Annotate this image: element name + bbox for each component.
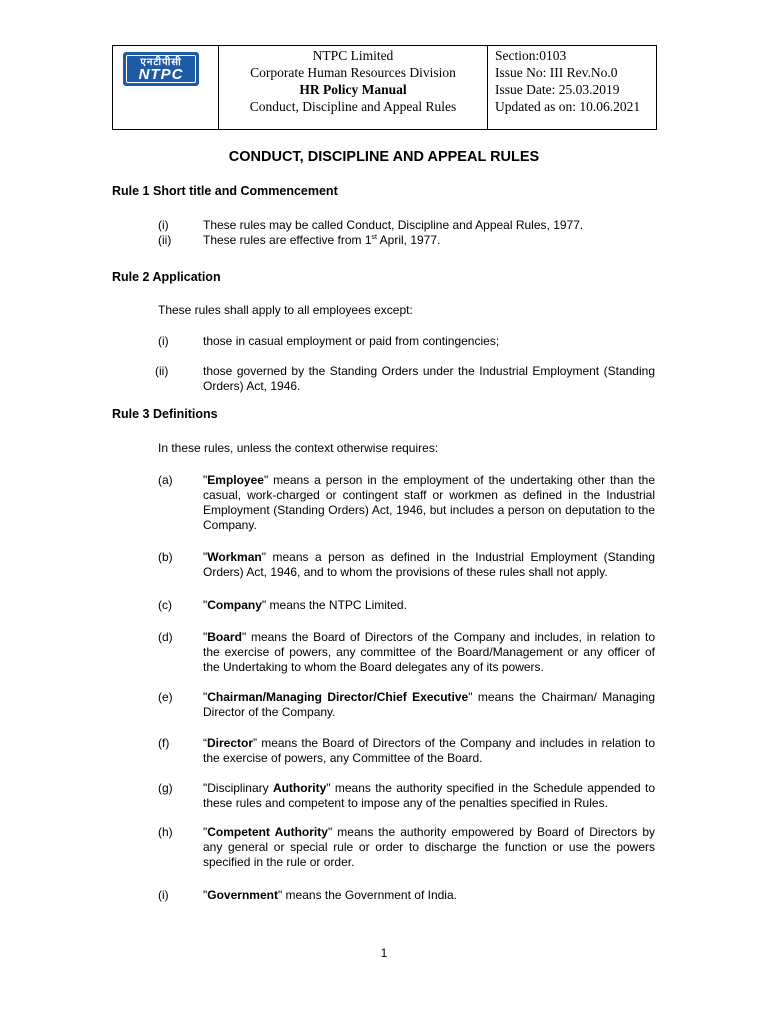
page-number: 1 — [380, 946, 388, 960]
rule1-item-label: (ii) — [158, 233, 172, 247]
rule3-heading: Rule 3 Definitions — [112, 407, 218, 421]
definition-label: (b) — [158, 550, 173, 564]
logo-cell — [113, 46, 219, 129]
definition-disciplinary-authority: "Disciplinary Authority" means the authority specified in the Schedule appended to these rules and competent to impose any of the penalties specified in Rules. — [203, 781, 655, 810]
division-name: Corporate Human Resources Division — [250, 65, 456, 80]
section-number: Section:0103 — [495, 48, 567, 63]
definition-label: (h) — [158, 825, 173, 839]
definition-label: (d) — [158, 630, 173, 644]
header-meta-cell — [488, 46, 656, 129]
definition-competent-authority: "Competent Authority" means the authority empowered by Board of Directors by any general or special rule or order to discharge the function or use the powers specified in the rule or order. — [203, 825, 656, 869]
rule2-item-label: (ii) — [155, 364, 169, 378]
definition-label: (c) — [158, 598, 172, 612]
rule2-item-text: those governed by the Standing Orders under the Industrial Employment (Standing Orders) Act, 1946. — [203, 364, 655, 393]
definition-chairman: "Chairman/Managing Director/Chief Executive" means the Chairman/ Managing Director of the Company. — [203, 690, 655, 719]
definition-board: "Board" means the Board of Directors of the Company and includes, in relation to the exercise of powers, any committee of the Board/Management or any officer of the Undertaking to whom the Board delegates any of its powers. — [203, 630, 655, 674]
rule1-heading: Rule 1 Short title and Commencement — [112, 184, 338, 198]
header-org-cell — [219, 46, 488, 129]
logo-hindi-text: एनटीपीसी — [140, 57, 182, 68]
rule2-intro: These rules shall apply to all employees except: — [158, 303, 413, 317]
definition-label: (g) — [158, 781, 173, 795]
definition-workman: "Workman" means a person as defined in the Industrial Employment (Standing Orders) Act, 1946, and to whom the provisions of these rules shall not apply. — [203, 550, 655, 579]
ntpc-logo — [123, 52, 199, 86]
definition-company: "Company" means the NTPC Limited. — [203, 598, 407, 612]
document-subject: Conduct, Discipline and Appeal Rules — [249, 99, 457, 114]
definition-label: (e) — [158, 690, 173, 704]
rule1-item-text: These rules are effective from 1st April, 1977. — [203, 233, 441, 247]
definition-label: (f) — [158, 736, 170, 750]
org-name: NTPC Limited — [312, 48, 394, 63]
issue-number: Issue No: III Rev.No.0 — [495, 65, 618, 80]
definition-director: “Director” means the Board of Directors of the Company and includes in relation to the exercise of powers, any Committee of the Board. — [203, 736, 655, 765]
rule2-heading: Rule 2 Application — [112, 270, 221, 284]
definition-government: "Government" means the Government of India. — [203, 888, 457, 902]
document-title: CONDUCT, DISCIPLINE AND APPEAL RULES — [228, 149, 540, 165]
rule3-intro: In these rules, unless the context otherwise requires: — [158, 441, 439, 455]
definition-employee: "Employee" means a person in the employment of the undertaking other than the casual, work-charged or contingent staff or workmen as defined in the Industrial Employment (Standing Orders) Act, 1946, but includes a person on deputation to the Company. — [203, 473, 655, 532]
rule2-item-label: (i) — [158, 334, 169, 348]
rule2-item-text: those in casual employment or paid from contingencies; — [203, 334, 500, 348]
rule1-item-label: (i) — [158, 218, 169, 232]
rule1-item-text: These rules may be called Conduct, Discipline and Appeal Rules, 1977. — [203, 218, 584, 232]
logo-english-text: NTPC — [138, 66, 184, 83]
manual-name: HR Policy Manual — [299, 82, 407, 97]
document-header-table — [112, 45, 657, 130]
definition-label: (a) — [158, 473, 173, 487]
updated-date: Updated as on: 10.06.2021 — [495, 99, 641, 114]
issue-date: Issue Date: 25.03.2019 — [495, 82, 620, 97]
definition-label: (i) — [158, 888, 169, 902]
